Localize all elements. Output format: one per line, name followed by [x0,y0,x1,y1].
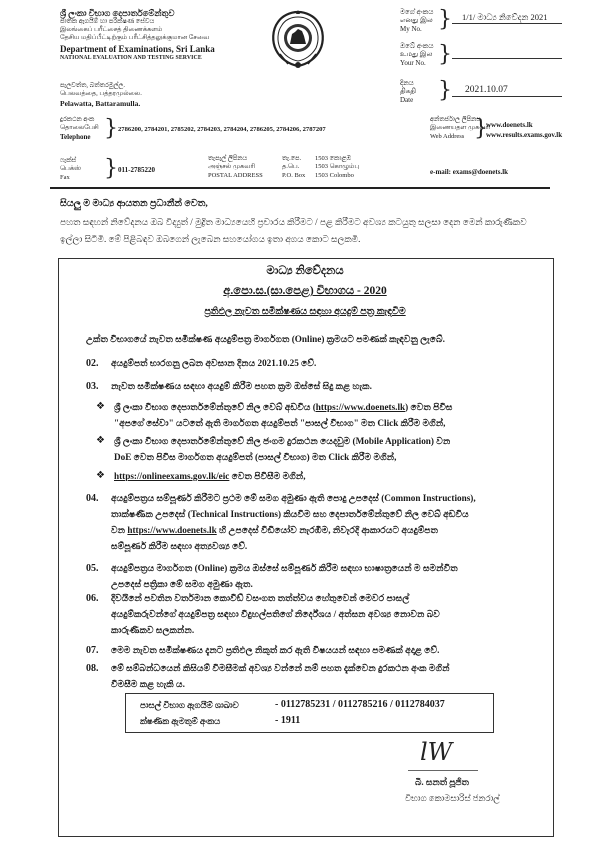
fax-number: 011-2785220 [118,166,155,174]
paragraph-3: නැවත සමීක්ෂණය සඳහා අයදුම් කිරීම පහත ක්‍රම ඔස්සේ සිදු කළ හැක. [111,381,372,391]
paragraph-4-line-4: සම්පූර්ණ කිරීම සඳහා අත්‍යවශ්‍ය වේ. [111,541,248,551]
paragraph-8-line-1: මේ සම්බන්ධයෙන් කිසියම් විමසීමක් අවශ්‍ය වන්නේ නම් පහත දැක්වෙන දුරකථන අංක මගින් [111,663,450,673]
address-en: Pelawatta, Battaramulla. [60,99,141,108]
org-subtitle-ta: தேசிய மதிப்பீட்டிற்கும் பரீட்சித்தலுக்குமான சேவை [60,34,210,41]
bullet-1-text: ශ්‍රී ලංකා විභාග දෙපාර්තමේන්තුවේ නිල වෙබ් අඩවිය ( [114,402,316,412]
paragraph-5-line-2: උපදෙස් පත්‍රිකා මේ සමග අමුණා ඇත. [111,579,253,589]
your-no-label-si: ඔබේ අංකය [400,42,434,50]
online-exams-link[interactable]: https://onlineexams.gov.lk/eic [114,471,230,481]
date-value: 2021.10.07 [465,85,508,95]
date-label-en: Date [400,96,414,104]
tel-label-en: Telephone [60,133,91,141]
email-address[interactable]: e-mail: exams@doenets.lk [430,168,509,176]
postal-box-si: තැ.පෙ. [282,155,302,162]
my-no-label-ta: எனது இல [400,16,433,24]
your-no-label-en: Your No. [400,59,426,67]
item-number-8: 08. [86,663,99,674]
my-no-label-en: My No. [400,25,422,33]
item-number-4: 04. [86,493,99,504]
letterhead-divider [50,187,550,189]
website-link[interactable]: www.doenets.lk [486,121,533,129]
org-subtitle-en: NATIONAL EVALUATION AND TESTING SERVICE [60,55,202,61]
my-no-label-si: මගේ අංකය [400,8,434,16]
brace-icon: } [438,78,452,103]
doenets-link[interactable]: https://www.doenets.lk [127,525,217,535]
paragraph-8-line-2: විමසීම කළ හැකි ය. [111,679,185,689]
paragraph-7: මෙම නැවත සමීක්ෂණය දැනට ප්‍රතිඵල නිකුත් කර ඇති විෂයයන් සඳහා පමණක් අදාළ වේ. [111,645,440,655]
org-name-en: Department of Examinations, Sri Lanka [60,44,215,54]
bullet-2-line-1: ශ්‍රී ලංකා විභාග දෙපාර්තමේන්තුවේ නිල ජංගම දුරකථන යෙදවුම (Mobile Application) වන [114,436,451,446]
date-label-ta: திகதி [400,87,416,95]
signatory-name: බී. සනත් පූජිත [415,777,469,787]
notice-subtitle: ප්‍රතිඵල නැවත සමීක්ෂණය සඳහා අයදුම් පත්‍ර කැඳවීම [204,307,406,317]
org-name-ta: இலங்கைப் பரீட்சைத் திணைக்களம் [60,26,163,33]
item-number-2: 02. [86,358,99,369]
results-website-link[interactable]: www.results.exams.gov.lk [486,131,563,139]
postal-label-ta: அஞ்சல் முகவரி [208,163,256,170]
address-ta: பெலவத்தை, பத்தரமுல்லை. [60,90,142,97]
web-label-en: Web Address [430,133,465,140]
web-label-si: අන්තර්ජාල ලිපිනය [430,116,481,123]
diamond-bullet-icon: ❖ [96,470,105,481]
notice-title: මාධ්‍ය නිවේදනය [266,265,344,277]
brace-icon: } [104,116,118,141]
web-label-ta: இணையதள முகவரி [430,124,491,131]
signatory-title: විභාග කොමසාරිස් ජනරාල් [405,793,500,803]
salutation: සියලු ම මාධ්‍ය ආයතන ප්‍රධානීන් වෙත, [60,199,208,209]
brace-icon: } [474,116,488,141]
my-no-value: 1/1/ මාධ්‍ය නිවේදන 2021 [462,12,548,22]
contact-phone-2: - 1911 [275,715,301,726]
notice-exam: අ.පො.ස.(සා.පෙළ) විභාගය - 2020 [223,285,387,297]
contact-phone-1: - 0112785231 / 0112785216 / 0112784037 [275,699,445,710]
contact-label-2: ක්ෂණික ඇමතුම් අංකය [140,716,221,726]
item-number-7: 07. [86,645,99,656]
signature-scribble: lW [420,738,453,766]
your-no-label-ta: உமது இல [400,50,433,58]
paragraph-4-line-3 [111,523,438,538]
item-number-5: 05. [86,563,99,574]
bullet-3 [114,469,306,484]
paragraph-6-line-2: අයදුම්කරුවන්ගේ අයදුම්පත්‍ර සඳහා විදුහල්පතිගේ නිර්දේශය / අත්සන අවශ්‍ය නොවන බව [111,609,440,619]
intro-paragraph: පහත සඳහන් නිවේදනය ඔබ විද්‍යුත් / මුද්‍රිත මාධ්‍යයෙහි ප්‍රචාරය කිරීමට / පළ කිරීමට අවශ්‍ය කටයුතු සලසා දෙන මෙන් කාරුණිකව ඉල්ලා සිටිමි. මේ පිළිබඳව ඔබගෙන් ලැබෙන සහයෝගය ඉතා අගය කොට සලකමි. [60,217,527,244]
diamond-bullet-icon: ❖ [96,435,105,446]
bullet-1-line-2: "අපගේ සේවා" යටතේ ඇති මාර්ගගත අයදුම්පත් "පාසල් විභාග" මත Click කිරීම මගින්, [114,418,446,428]
brace-icon: } [438,7,452,32]
bullet-1-text: ) වෙත පිවිස [405,402,453,412]
bullet-2-line-2: DoE වෙත පිවිස මාර්ගගත අයදුම්පත් (පාසල් විභාග) මත Click කිරීම මගින්, [114,452,397,462]
postal-box-ta: த.பெ. [282,163,300,170]
paragraph-4-line-1: අයදුම්පත්‍රය සම්පූර්ණ කිරීමට ප්‍රථම මේ සමග අමුණා ඇති පොදු උපදෙස් (Common Instructions), [111,493,476,503]
tel-label-si: දුරකථන අංක [60,116,95,123]
postal-label-si: තැපැල් ලිපිනය [208,155,248,162]
divider [452,23,562,24]
tel-numbers: 2786200, 2784201, 2785202, 2784203, 2784204, 2786205, 2784206, 2787207 [118,126,326,133]
fax-label-ta: பெக்ஸ் [60,165,82,172]
diamond-bullet-icon: ❖ [96,401,105,412]
paragraph-4-text: වන [111,525,128,535]
postal-label-en: POSTAL ADDRESS [208,172,263,179]
doenets-link[interactable]: https://www.doenets.lk [315,402,406,412]
brace-icon: } [438,42,452,67]
fax-label-en: Fax [60,174,70,181]
postal-city-ta: 1503 கொழும்பு [315,163,360,170]
postal-city-si: 1503 කොළඹ [315,155,352,162]
bullet-3-text: වෙත පිවිසීම මගින්, [229,471,306,481]
postal-city-en: 1503 Colombo [315,172,354,179]
signature-line [408,770,478,771]
sri-lanka-emblem [268,8,328,70]
item-number-6: 06. [86,593,99,604]
divider [452,96,562,97]
paragraph-2: අයදුම්පත් භාරගනු ලබන අවසාන දිනය 2021.10.25 වේ. [111,358,317,368]
tel-label-ta: தொலைபேசி [60,124,99,131]
item-number-3: 03. [86,381,99,392]
postal-box-en: P.O. Box [282,172,306,179]
date-label-si: දිනය [400,79,414,87]
org-subtitle-si: ජාතික ඇගයීම් හා පරීක්ෂණ සේවය [60,18,155,25]
paragraph-6-line-1: දිවයිනේ පවතින වර්තමාන කොවිඩ් වසංගත තත්ත්වය හේතුවෙන් මෙවර පාසල් [111,593,410,603]
contact-label-1: පාසල් විභාග ඇගයීම් ශාඛාව [140,700,239,710]
paragraph-4-text: හි උපදෙස් වීඩියෝව නැරඹීම, නිවැරදි ආකාරයට අයදුම්පත [216,525,438,535]
paragraph-6-line-3: කාරුණිකව සලකන්න. [111,625,195,635]
divider [452,58,562,59]
paragraph-1: උක්ත විභාගයේ නැවත සමීක්ෂණ අයදුම්පත්‍ර මාර්ගගත (Online) ක්‍රමයට පමණක් කැඳවනු ලැබේ. [86,334,445,344]
paragraph-4-line-2: තාක්ෂණික උපදෙස් (Technical Instructions) කියවීම සහ දෙපාර්තමේන්තුවේ නිල වෙබ් අඩවිය [111,509,469,519]
address-si: පැලවත්ත, බත්තරමුල්ල. [60,82,126,89]
fax-label-si: ෆැක්ස් [60,157,77,164]
brace-icon: } [104,156,118,181]
org-name-si: ශ්‍රී ලංකා විභාග දෙපාර්තමේන්තුව [60,8,175,18]
paragraph-5-line-1: අයදුම්පත්‍රය මාර්ගගත (Online) ක්‍රමය ඔස්සේ සම්පූර්ණ කිරීම සඳහා භාෂාත්‍රයෙන් ම සමන්විත [111,563,458,573]
bullet-1-line-1 [114,400,453,415]
